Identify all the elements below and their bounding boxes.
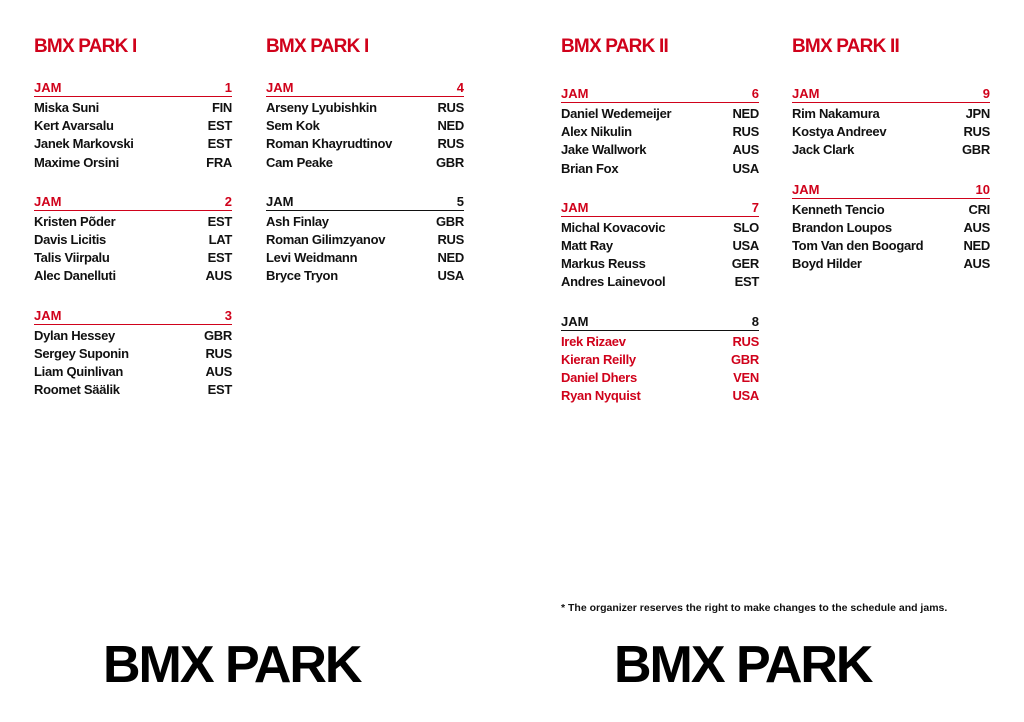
rider-row	[561, 333, 759, 351]
rider-name: Davis Licitis	[34, 232, 106, 248]
jam-label: JAM	[561, 199, 589, 215]
rider-country: JPN	[965, 106, 990, 121]
rider-row	[792, 237, 990, 255]
rider-name: Michal Kovacovic	[561, 219, 666, 235]
column-title: BMX PARK II	[792, 36, 899, 57]
rider-country: GBR	[731, 351, 759, 367]
rider-name: Brian Fox	[561, 160, 619, 176]
column-title: BMX PARK I	[266, 36, 369, 57]
jam-header	[792, 86, 990, 103]
jam-header	[561, 314, 759, 331]
jam-number: 5	[456, 193, 464, 209]
jam-header	[34, 308, 232, 325]
rider-country: RUS	[963, 124, 990, 140]
rider-row	[266, 154, 464, 172]
rider-name: Alex Nikulin	[561, 124, 632, 140]
jam-block	[792, 86, 990, 160]
jam-header	[266, 80, 464, 97]
rider-name: Ash Finlay	[266, 213, 329, 229]
rider-row	[34, 213, 232, 231]
rider-country: RUS	[732, 124, 759, 140]
rider-name: Markus Reuss	[561, 256, 646, 272]
rider-country: GBR	[436, 213, 464, 229]
jam-label: JAM	[561, 86, 589, 101]
rider-country: EST	[207, 118, 232, 134]
column-3	[561, 36, 759, 427]
jam-label: JAM	[792, 181, 820, 197]
rider-row	[34, 231, 232, 249]
rider-row	[561, 105, 759, 123]
rider-name: Daniel Wedemeijer	[561, 106, 672, 121]
jam-list	[792, 86, 990, 273]
jam-header	[561, 86, 759, 103]
rider-row	[561, 237, 759, 255]
rider-country: NED	[437, 250, 464, 266]
rider-country: RUS	[205, 345, 232, 361]
rider-country: GER	[731, 256, 759, 272]
rider-name: Matt Ray	[561, 238, 613, 254]
column-title: BMX PARK II	[561, 36, 668, 57]
rider-name: Dylan Hessey	[34, 327, 115, 343]
rider-country: FRA	[206, 154, 232, 170]
rider-name: Roman Khayrudtinov	[266, 136, 393, 152]
jam-block	[266, 80, 464, 172]
rider-row	[561, 141, 759, 159]
rider-row	[266, 117, 464, 135]
rider-row	[34, 117, 232, 135]
jam-list	[266, 80, 464, 286]
rider-country: RUS	[437, 100, 464, 115]
rider-name: Kert Avarsalu	[34, 118, 114, 134]
jam-number: 10	[975, 181, 990, 197]
rider-name: Miska Suni	[34, 100, 99, 115]
rider-name: Irek Rizaev	[561, 333, 626, 349]
rider-row	[34, 135, 232, 153]
jam-label: JAM	[792, 86, 820, 101]
rider-row	[266, 267, 464, 285]
rider-name: Brandon Loupos	[792, 219, 892, 235]
rider-country: NED	[732, 106, 759, 121]
rider-name: Bryce Tryon	[266, 268, 338, 284]
rider-country: GBR	[436, 154, 464, 170]
jam-header	[266, 194, 464, 211]
jam-block	[266, 194, 464, 286]
footer-logo-right: BMX PARK	[614, 636, 872, 694]
rider-name: Alec Danelluti	[34, 268, 116, 284]
jam-list	[34, 80, 232, 399]
rider-row	[266, 213, 464, 231]
footer-logo-left: BMX PARK	[103, 636, 361, 694]
rider-name: Kostya Andreev	[792, 124, 887, 140]
jam-label: JAM	[34, 80, 62, 95]
rider-name: Roman Gilimzyanov	[266, 232, 386, 248]
rider-name: Cam Peake	[266, 154, 333, 170]
rider-country: USA	[732, 388, 759, 404]
rider-country: CRI	[968, 201, 990, 217]
rider-row	[34, 99, 232, 117]
jam-number: 4	[456, 80, 464, 95]
rider-row	[792, 219, 990, 237]
jam-number: 2	[224, 193, 232, 209]
jam-block	[561, 86, 759, 178]
jam-number: 8	[751, 313, 759, 329]
rider-row	[561, 369, 759, 387]
jam-label: JAM	[34, 307, 62, 323]
jam-number: 9	[982, 86, 990, 101]
disclaimer-note: * The organizer reserves the right to make changes to the schedule and jams.	[561, 602, 948, 614]
rider-row	[561, 273, 759, 291]
rider-row	[266, 99, 464, 117]
rider-name: Janek Markovski	[34, 136, 134, 152]
jam-number: 3	[224, 307, 232, 323]
rider-country: RUS	[437, 232, 464, 248]
rider-country: USA	[437, 268, 464, 284]
rider-name: Roomet Säälik	[34, 382, 120, 398]
rider-country: LAT	[208, 232, 232, 248]
rider-country: GBR	[204, 327, 232, 343]
jam-header	[792, 182, 990, 199]
jam-number: 7	[751, 199, 759, 215]
jam-label: JAM	[266, 80, 294, 95]
rider-country: AUS	[732, 142, 759, 158]
rider-row	[34, 267, 232, 285]
rider-country: AUS	[205, 364, 232, 380]
rider-country: EST	[207, 250, 232, 266]
rider-row	[34, 154, 232, 172]
rider-country: EST	[207, 213, 232, 229]
rider-row	[792, 141, 990, 159]
rider-row	[34, 363, 232, 381]
rider-row	[561, 387, 759, 405]
jam-block	[561, 314, 759, 406]
jam-block	[561, 200, 759, 292]
rider-row	[792, 201, 990, 219]
rider-name: Jake Wallwork	[561, 142, 647, 158]
jam-list	[561, 86, 759, 405]
rider-name: Jack Clark	[792, 142, 855, 158]
rider-country: EST	[207, 136, 232, 152]
rider-row	[561, 255, 759, 273]
rider-row	[561, 160, 759, 178]
rider-country: EST	[734, 274, 759, 290]
rider-name: Maxime Orsini	[34, 154, 119, 170]
rider-row	[266, 231, 464, 249]
rider-row	[561, 351, 759, 369]
rider-row	[561, 123, 759, 141]
jam-label: JAM	[34, 193, 62, 209]
jam-label: JAM	[561, 313, 589, 329]
rider-name: Levi Weidmann	[266, 250, 358, 266]
rider-name: Talis Viirpalu	[34, 250, 110, 266]
jam-block	[34, 308, 232, 400]
rider-name: Boyd Hilder	[792, 256, 862, 272]
jam-block	[792, 182, 990, 274]
rider-country: FIN	[211, 100, 232, 115]
rider-country: EST	[207, 382, 232, 398]
rider-country: NED	[963, 238, 990, 254]
rider-row	[34, 327, 232, 345]
jam-header	[34, 194, 232, 211]
rider-name: Daniel Dhers	[561, 370, 637, 386]
rider-row	[792, 123, 990, 141]
rider-row	[561, 219, 759, 237]
rider-row	[266, 249, 464, 267]
rider-row	[792, 255, 990, 273]
rider-name: Sergey Suponin	[34, 345, 129, 361]
rider-name: Liam Quinlivan	[34, 364, 123, 380]
column-4	[792, 36, 990, 295]
rider-country: USA	[732, 160, 759, 176]
rider-name: Kieran Reilly	[561, 351, 636, 367]
rider-name: Ryan Nyquist	[561, 388, 641, 404]
column-1	[34, 36, 232, 421]
rider-country: USA	[732, 238, 759, 254]
column-2	[266, 36, 464, 308]
jam-label: JAM	[266, 193, 294, 209]
jam-header	[561, 200, 759, 217]
rider-row	[792, 105, 990, 123]
rider-country: AUS	[963, 219, 990, 235]
rider-row	[34, 249, 232, 267]
rider-name: Kenneth Tencio	[792, 201, 885, 217]
rider-country: AUS	[205, 268, 232, 284]
rider-row	[34, 381, 232, 399]
rider-row	[266, 135, 464, 153]
rider-name: Arseny Lyubishkin	[266, 100, 377, 115]
rider-country: SLO	[733, 219, 759, 235]
rider-name: Tom Van den Boogard	[792, 238, 924, 254]
rider-name: Sem Kok	[266, 118, 320, 134]
jam-number: 6	[751, 86, 759, 101]
rider-name: Andres Lainevool	[561, 274, 666, 290]
rider-country: RUS	[437, 136, 464, 152]
rider-name: Rim Nakamura	[792, 106, 880, 121]
rider-country: GBR	[962, 142, 990, 158]
rider-name: Kristen Põder	[34, 213, 116, 229]
jam-block	[34, 194, 232, 286]
rider-country: NED	[437, 118, 464, 134]
column-title: BMX PARK I	[34, 36, 137, 57]
rider-country: AUS	[963, 256, 990, 272]
jam-block	[34, 80, 232, 172]
jam-number: 1	[224, 80, 232, 95]
rider-country: VEN	[733, 370, 759, 386]
jam-header	[34, 80, 232, 97]
rider-row	[34, 345, 232, 363]
rider-country: RUS	[732, 333, 759, 349]
